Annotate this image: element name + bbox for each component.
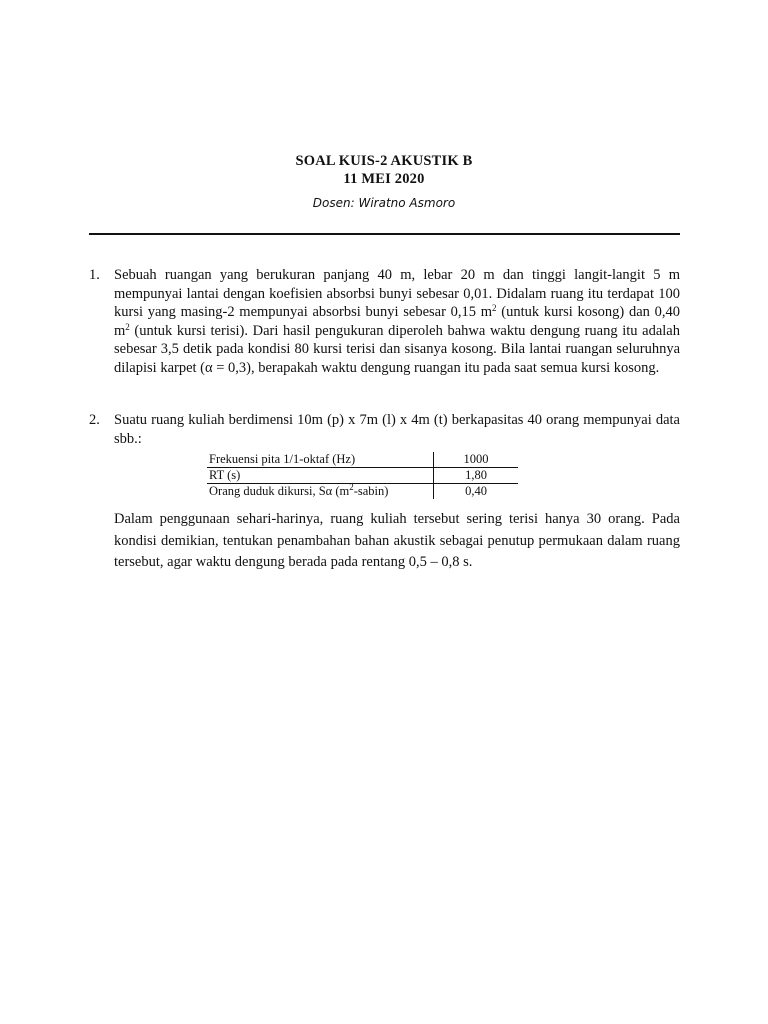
label-part: Orang duduk dikursi, Sα (m bbox=[209, 484, 350, 499]
superscript: 2 bbox=[492, 303, 497, 314]
question-number: 1. bbox=[89, 267, 100, 283]
question-2 bbox=[89, 411, 680, 574]
question-intro: Suatu ruang kuliah berdimensi 10m (p) x 7m (l) x 4m (t) berkapasitas 40 orang mempunyai data sbb.: bbox=[114, 412, 680, 447]
table-cell-value: 1000 bbox=[434, 452, 519, 468]
question-text-part: Sebuah ruangan yang berukuran panjang 40 m, lebar 20 m dan tinggi langit-langit 5 m mempunyai lantai dengan koefisien absorbsi bunyi sebesar 0,01. Didalam ruang itu terdapat 100 kursi yang masing-2 mempunyai absorbsi bunyi sebesar 0,15 m bbox=[114, 267, 680, 321]
table-cell-value: 1,80 bbox=[434, 468, 519, 484]
lecturer-name: Dosen: Wiratno Asmoro bbox=[312, 196, 456, 210]
table-row bbox=[207, 452, 518, 468]
question-text-part: (untuk kursi kosong) dan 0,40 m bbox=[114, 304, 681, 339]
label-part: -sabin) bbox=[353, 484, 389, 499]
document-header bbox=[0, 152, 768, 211]
table-cell-label bbox=[207, 484, 434, 500]
question-number: 2. bbox=[89, 412, 100, 428]
data-table bbox=[207, 452, 518, 499]
document-title: SOAL KUIS-2 AKUSTIK B bbox=[295, 153, 473, 169]
table-row bbox=[207, 468, 518, 484]
question-paragraph: Dalam penggunaan sehari-harinya, ruang kuliah tersebut sering terisi hanya 30 orang. Pada kondisi demikian, tentukan penambahan bahan akustik sebagai penutup permukaan dalam ruang tersebut, agar waktu dengung berada pada rentang 0,5 – 0,8 s. bbox=[114, 511, 680, 571]
question-text bbox=[114, 266, 680, 378]
table-row bbox=[207, 484, 518, 500]
question-text-part: (untuk kursi terisi). Dari hasil pengukuran diperoleh bahwa waktu dengung ruang itu adalah sebesar 3,5 detik pada kondisi 80 kursi terisi dan sisanya kosong. Bila lantai ruangan seluruhnya dilapisi karpet (α = 0,3), berapakah waktu dengung ruangan itu pada saat semua kursi kosong. bbox=[114, 322, 680, 376]
table-cell-label: Frekuensi pita 1/1-oktaf (Hz) bbox=[207, 452, 434, 468]
question-1 bbox=[89, 266, 680, 378]
superscript: 2 bbox=[125, 321, 130, 332]
table-cell-value: 0,40 bbox=[465, 484, 487, 499]
superscript: 2 bbox=[349, 482, 354, 493]
table-cell-label: RT (s) bbox=[207, 468, 434, 484]
header-divider bbox=[89, 233, 680, 235]
document-date: 11 MEI 2020 bbox=[343, 171, 425, 187]
